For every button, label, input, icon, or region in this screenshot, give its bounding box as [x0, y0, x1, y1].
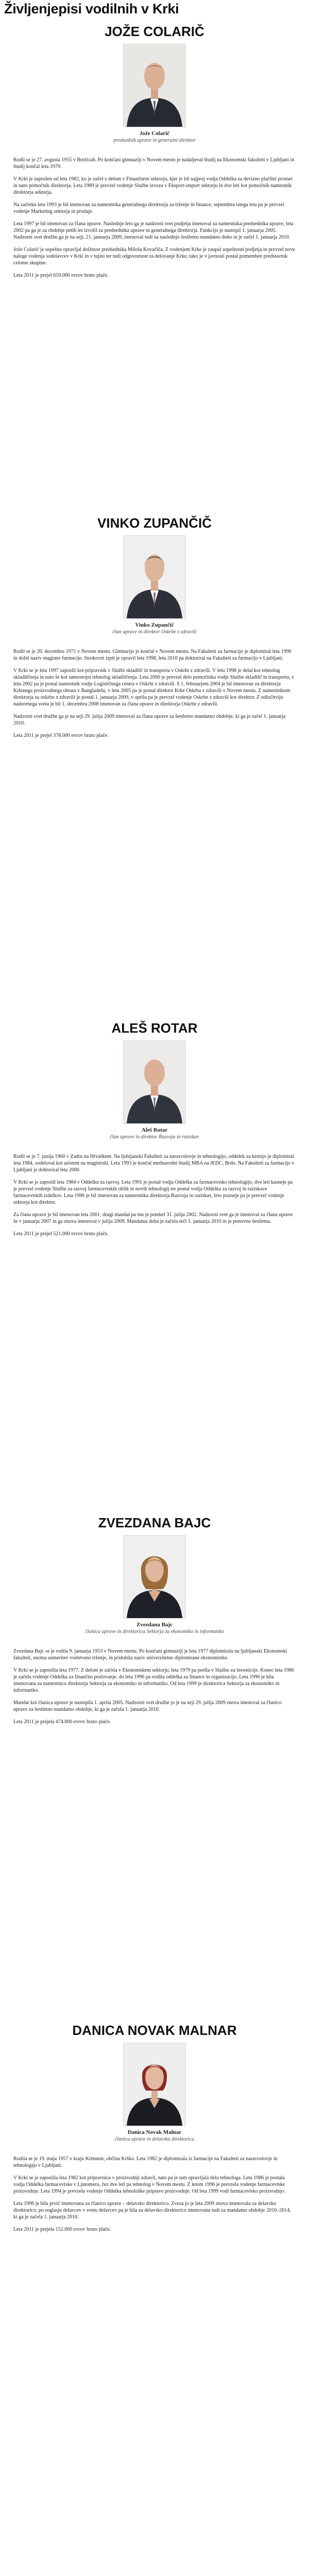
caption-role: član uprave in direktor Razvoja in raziskav [110, 1134, 199, 1140]
portrait-photo [123, 2043, 186, 2126]
caption-name: Zvezdana Bajc [136, 1622, 173, 1628]
caption-role: članica uprave in direktorica Sektorja za ekonomiko in informatiko [85, 1629, 224, 1635]
person-name: JOŽE COLARIČ [105, 24, 204, 39]
portrait-man-suit-icon [124, 536, 185, 618]
person-section-rotar [0, 1020, 309, 1243]
caption-name: Jože Colarič [139, 130, 170, 137]
caption-name: Aleš Rotar [141, 1127, 168, 1133]
person-section-zupancic [0, 515, 309, 745]
bio-paragraph: Mandat kot članica uprave je nastopila 1. aprila 2005. Nadzorni svet družbe jo je na seji 29. julija 2009 znova imenoval za članico uprave za šestletno mandatno obdobje, ki ga je začela 1. januarja 2010. [13, 1700, 282, 1712]
portrait-photo [123, 1535, 186, 1619]
biography-text [13, 648, 296, 739]
biography-text [13, 2156, 296, 2233]
bio-paragraph: V Krki se je leta 1997 zaposlil kot pripravnik v Službi skladišč in transporta v Oskrbi z zdravili. V letu 1998 je delal kot tehnolog skladiščenja in nato še kot samostojni tehnolog skladiščenja. Leta 2000 je prevzel delo pomočnika vodje Službe skladišč in transporta, v letu 2002 pa je postal namestnik vodje Logističnega centra v Oskrbi z zdravili. S 1. februarjem 2004 je bil imenovan za direktorja Krkinega proizvodnega obrata v Bangladešu, v letu 2005 pa je postal direktor Krke Oskrba z zdravili v Novem mestu. Z namestnikom direktorja za oskrbo z zdravili je postal 1. januarja 2009, v aprilu pa je prevzel vodenje Oskrbe z zdravili kot direktor. Z odločitvijo nadzornega sveta je bil 1. decembra 2008 imenovan za člana uprave in direktorja Oskrbe z zdravili. [13, 668, 295, 707]
person-name: DANICA NOVAK MALNAR [72, 2023, 237, 2038]
bio-paragraph: Rodil se je 7. junija 1960 v Zadru na Hrvaškem. Na ljubljanski Fakulteti za naravoslovje in tehnologijo, oddelek za kemijo je diplomiral leta 1984, sodeloval kot asistent na magistrski. Leta 1993 je končal mednarodni študij MBA na IEDC, Brdo. Na Fakulteti za farmacijo v Ljubljani je doktoriral leta 2000. [13, 1154, 295, 1173]
bio-paragraph: V Krki se je zaposlila leta 1977. Z delom je začela v Ekonomskem sektorju, leta 1979 pa prešla v Službo za investicije. Konec leta 1980 je začela vodenje Oddelka za finančno poslovanje, do leta 1996 pa vodila oddelka za finance in organizacijo. Leta 1996 je bila imenovana za namestnico direktorja Sektorja za ekonomiko in informatiko. Od leta 1999 je direktorica Sektorja za ekonomiko in informatiko. [13, 1668, 294, 1693]
caption-role: član uprave in direktor Oskrbe z zdravili [112, 629, 197, 635]
bio-paragraph: V Krki se je zaposlil leta 1984 v Oddelku za razvoj. Leta 1991 je postal vodja Oddelka za farmacevtsko tehnologijo, dve leti kasneje pa je prevzel vodenje Službe za razvoj farmacevtskih oblik in novih tehnologij ter postal vodja Oddelka za razvoj in raziskave farmacevtskih izdelkov. Leta 1996 je bil imenovan za namestnika direktorja Razvoja in raziskav, leto pozneje pa je prevzel vodenje sektorja kot direktor. [13, 1180, 293, 1205]
bio-paragraph: Leta 1996 je bila prvič imenovana za članico uprave – delavsko direktorico. Zveza jo je leta 2009 znova imenovala za delavsko direktorico, po soglasju delavcev v svetu delavcev pa je bila za delavsko direktorico imenovana tudi za mandatno obdobje 2010–2014, ki ga je začela 1. januarja 2010. [13, 2201, 291, 2220]
portrait-man-suit-icon [124, 1041, 185, 1123]
bio-paragraph: V Krki je zaposlen od leta 1982, ko je začel z delom v Finančnem sektorju, kjer je bil najprej vodja Oddelka za devizno plačilni promet in nato pomočnik direktorja. Leta 1989 je prevzel vodenje Službe izvoza v Eksport-import sektorju in dve leti kot pomočnik namestnik direktorja sektorja. [13, 176, 293, 195]
caption-name: Vinko Zupančič [135, 622, 174, 628]
portrait-photo [123, 44, 186, 127]
biography-text [13, 157, 296, 279]
person-section-colaric [0, 24, 309, 284]
person-name: ALEŠ ROTAR [111, 1020, 198, 1036]
bio-paragraph: Leta 1997 je bil imenovan za člana uprave. Naslednje leto ga je nadzorni svet podjetja imenoval za namestnika predsednika uprave, leta 2002 pa ga je za obdobje petih let izvolil za predsednika uprave in generalnega direktorja. Funkcijo je nastopil 1. januarja 2005. Nadzorni svet družbe ga je na seji, 21. januarja 2009, imenoval tudi za naslednjo šestletno mandatno dobo in je začel 1. januarja 2010. [13, 221, 294, 240]
bio-paragraph: Rodil se je 20. decembra 1971 v Novem mestu. Gimnazijo je končal v Novem mestu. Na Fakulteti za farmacijo je diplomiral leta 1996 in dobil naziv magister farmacije. Strokovni izpit je opravil leta 1998, leta 2010 pa doktoriral na Fakulteti za farmacijo v Ljubljani. [13, 649, 291, 661]
bio-paragraph: Nadzorni svet družbe ga je na seji 29. julija 2009 imenoval za člana uprave za šestletno mandatno obdobje, ki ga je začel 1. januarja 2010. [13, 714, 286, 726]
bio-paragraph: Leta 2011 je prejel 521.000 evrov bruto plače. [13, 1231, 109, 1237]
bio-paragraph: Leta 2011 je prejel 378.000 evrov bruto plače. [13, 733, 109, 738]
biography-text [13, 1648, 296, 1725]
portrait-woman-icon [124, 2043, 185, 2126]
bio-paragraph: Jože Colarič je uspešno opravljal dolžnost predsednika Miloša Kovačiča. Z vodenjem Krke je zaupal uspešnosti podjetja in prevzel nove naloge vodenja sodelavcev v Krki in v tujini ter tudi odgovornost za delovanje Krke, tako je v javnosti postal pomemben predstavnik celotne skupine. [13, 247, 295, 266]
caption-role: članica uprave in delavska direktorica [114, 2136, 195, 2142]
caption-name: Danica Novak Malnar [127, 2129, 182, 2135]
bio-paragraph: V Krki se je zaposlila leta 1982 kot pripravnica v proizvodnji zdravil, nato pa je tam opravljala delo tehnologa. Leta 1986 je postala vodja Oddelka farmacevtske v Ljutomeru, čez dve leti pa tehnolog v Novem mestu. Z letom 1996 je prevzela vodenje farmacevtske proizvodnje. Leta 1994 je prevzela vodenje Oddelka tehnološke priprave proizvodnje. Od leta 1999 vodi farmacevtsko proizvodnjo. [13, 2175, 286, 2194]
page-title: Življenjepisi vodilnih v Krki [4, 1, 179, 16]
bio-paragraph: Leta 2011 je prejel 659.000 evrov bruto plače. [13, 273, 109, 278]
portrait-woman-icon [124, 1536, 185, 1618]
person-name: VINKO ZUPANČIČ [97, 515, 212, 531]
bio-paragraph: Zvezdana Bajc se je rodila 9. januarja 1953 v Novem mestu. Po končani gimnaziji je leta 1977 diplomirala na ljubljanski Ekonomski fakulteti, enotna usmeritev vodstveno trženje, in pridobila naziv univerzitetne diplomirane ekonomistke. [13, 1648, 287, 1661]
bio-paragraph: Rodil se je 27. avgusta 1955 v Brežicah. Po končani gimnaziji v Novem mestu je nadaljeval študij na Ekonomski fakulteti v Ljubljani in študij končal leta 1979. [13, 157, 295, 170]
caption-role: predsednik uprave in generalni direktor [113, 138, 196, 143]
person-section-novak-malnar [0, 2023, 309, 2238]
person-name: ZVEZDANA BAJC [98, 1515, 211, 1530]
biography-text [13, 1153, 296, 1237]
portrait-photo [123, 1040, 186, 1124]
bio-paragraph: Na začetku leta 1993 je bil imenovan za namestnika generalnega direktorja za trženje in finance, septembra istega leta pa je prevzel vodenje Marketing sektorja in prodaje. [13, 202, 285, 214]
bio-paragraph: Za člana uprave je bil imenovan leta 2001, drugi mandat pa mu je potekel 31. julija 2002. Nadzorni svet ga je imenoval za člana uprave še v januarju 2007 in ga znova imenoval v juliju 2009. Mandatna doba je začela teči 1. januarja 2010 in je ponovno šestletna. [13, 1212, 293, 1224]
portrait-photo [123, 535, 186, 619]
bio-paragraph: Leta 2011 je prejela 152.000 evrov bruto plače. [13, 2227, 111, 2232]
bio-paragraph: Leta 2011 je prejela 474.000 evrov bruto plače. [13, 1719, 111, 1725]
person-section-bajc [0, 1515, 309, 1731]
bio-paragraph: Rodila se je 19. maja 1957 v kraju Krmnem, občina Krško. Leta 1982 je diplomirala iz farmacije na Fakulteti za naravoslovje in tehnologijo v Ljubljani. [13, 2156, 278, 2168]
portrait-man-suit-icon [124, 44, 185, 127]
